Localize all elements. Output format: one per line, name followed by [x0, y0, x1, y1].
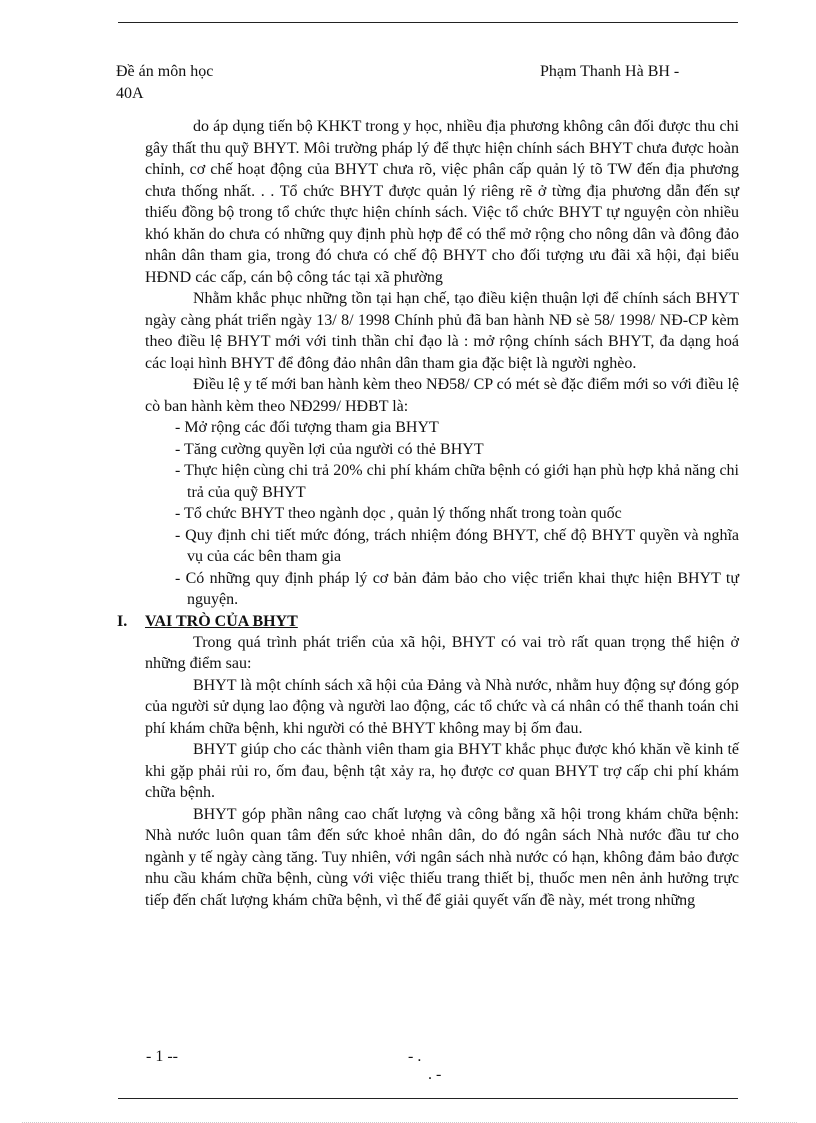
section-heading — [117, 611, 739, 632]
feature-list — [145, 417, 739, 611]
page-number: - 1 -- — [146, 1048, 178, 1065]
paragraph: Nhằm khắc phục những tồn tại hạn chế, tạo điều kiện thuận lợi để chính sách BHYT ngày càng phát triển ngày 13/ 8/ 1998 Chính phủ đã ban hành NĐ sè 58/ 1998/ NĐ-CP kèm theo điều lệ BHYT mới với tinh thần chỉ đạo là : mở rộng chính sách BHYT, đa dạng hoá các loại hình BHYT để đông đảo nhân dân tham gia đặc biệt là người nghèo. — [145, 290, 739, 372]
section-title: VAI TRÒ CỦA BHYT — [145, 612, 298, 630]
list-item: - Thực hiện cùng chi trả 20% chi phí khám chữa bệnh có giới hạn phù hợp khả năng chi trả của quỹ BHYT — [175, 462, 739, 501]
list-item: - Mở rộng các đối tượng tham gia BHYT — [175, 419, 439, 436]
paragraph: do áp dụng tiến bộ KHKT trong y học, nhiều địa phương không cân đối được thu chi gây thất thu quỹ BHYT. Môi trường pháp lý để thực hiện chính sách BHYT chưa được hoàn chỉnh, cơ chế hoạt động của BHYT chưa rõ, việc phân cấp quản lý tõ TW đến địa phương chưa thống nhất. . . Tổ chức BHYT được quản lý riêng rẽ ở từng địa phương dẫn đến sự thiếu đồng bộ trong tổ chức thực hiện chính sách. Việc tổ chức BHYT tự nguyện còn nhiều khó khăn do chưa có những quy định phù hợp để có thể mở rộng cho nông dân và đông đảo nhân dân tham gia, trong đó chưa có chế độ BHYT cho đối tượng ưu đãi xã hội, đại biểu HĐND các cấp, cán bộ công tác tại xã phường — [145, 118, 739, 286]
paragraph: Điều lệ y tế mới ban hành kèm theo NĐ58/ CP có mét sè đặc điểm mới so với điều lệ cò ban hành kèm theo NĐ299/ HĐBT là: — [145, 376, 739, 415]
section-number: I. — [117, 612, 128, 630]
list-item: - Tổ chức BHYT theo ngành dọc , quản lý thống nhất trong toàn quốc — [175, 505, 622, 522]
header-course-title: Đề án môn học — [116, 63, 214, 80]
paragraph: Trong quá trình phát triển của xã hội, BHYT có vai trò rất quan trọng thể hiện ở những điểm sau: — [145, 633, 739, 672]
paragraph: BHYT giúp cho các thành viên tham gia BHYT khắc phục được khó khăn về kinh tế khi gặp phải rủi ro, ốm đau, bệnh tật xảy ra, họ được cơ quan BHYT trợ cấp chi phí khám chữa bệnh. — [145, 741, 739, 801]
footer-mark: . - — [428, 1066, 442, 1083]
list-item: - Có những quy định pháp lý cơ bản đảm bảo cho việc triển khai thực hiện BHYT tự nguyện. — [175, 569, 739, 608]
document-body — [117, 116, 739, 911]
footer-rule — [118, 1098, 738, 1099]
header-rule — [118, 22, 738, 23]
paragraph: BHYT là một chính sách xã hội của Đảng và Nhà nước, nhằm huy động sự đóng góp của người sử dụng lao động và người lao động, các tổ chức và cá nhân có thể thanh toán chi phí khám chữa bệnh, khi người có thẻ BHYT không may bị ốm đau. — [145, 676, 739, 737]
list-item: - Quy định chi tiết mức đóng, trách nhiệm đóng BHYT, chế độ BHYT quyền và nghĩa vụ của các bên tham gia — [175, 526, 739, 565]
header-author: Phạm Thanh Hà BH - — [540, 63, 680, 80]
footer-mark: - . — [408, 1048, 422, 1065]
paragraph: BHYT góp phần nâng cao chất lượng và công bằng xã hội trong khám chữa bệnh: Nhà nước luôn quan tâm đến sức khoẻ nhân dân, do đó ngân sách Nhà nước đầu tư cho ngành y tế ngày càng tăng. Tuy nhiên, với ngân sách nhà nước có hạn, không đảm bảo được nhu cầu khám chữa bệnh, cùng với việc thiếu trang thiết bị, thuốc men nên ảnh hưởng trực tiếp đến chất lượng khám chữa bệnh, vì thế để giải quyết vấn đề này, mét trong những — [145, 805, 739, 909]
header-class-code: 40A — [116, 85, 144, 102]
list-item: - Tăng cường quyền lợi của người có thẻ BHYT — [175, 440, 484, 458]
